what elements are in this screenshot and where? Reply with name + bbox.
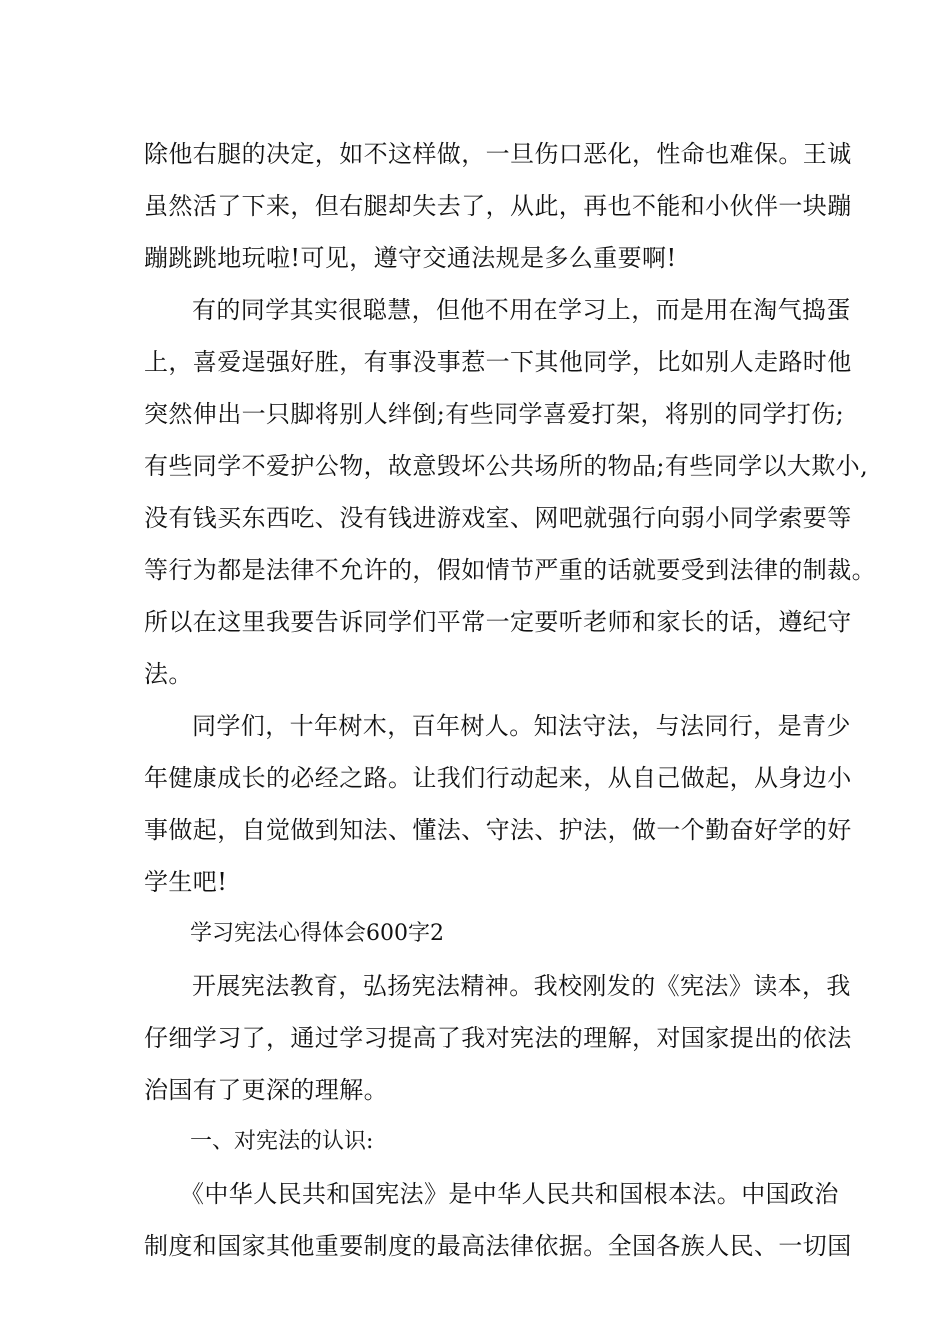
- paragraph-1: [144, 128, 852, 284]
- text-line: 年健康成长的必经之路。让我们行动起来，从自己做起，从身边小: [144, 764, 852, 792]
- text-line: 学生吧!: [144, 868, 228, 896]
- text-line: 仔细学习了，通过学习提高了我对宪法的理解，对国家提出的依法: [144, 1024, 852, 1052]
- text-line: 虽然活了下来，但右腿却失去了，从此，再也不能和小伙伴一块蹦: [144, 192, 852, 220]
- text-line: 蹦跳跳地玩啦!可见，遵守交通法规是多么重要啊!: [144, 244, 677, 272]
- paragraph-3: [144, 700, 852, 908]
- text-line: 除他右腿的决定，如不这样做，一旦伤口恶化，性命也难保。王诚: [144, 140, 852, 168]
- paragraph-2: [144, 284, 876, 700]
- text-line: 开展宪法教育，弘扬宪法精神。我校刚发的《宪法》读本，我: [192, 972, 851, 1000]
- text-line: 等行为都是法律不允许的，假如情节严重的话就要受到法律的制裁。: [144, 556, 876, 584]
- document-body: [144, 128, 876, 1272]
- subsection-heading: 一、对宪法的认识:: [190, 1129, 374, 1154]
- text-line: 法。: [144, 660, 193, 688]
- text-line: 制度和国家其他重要制度的最高法律依据。全国各族人民、一切国: [144, 1232, 852, 1260]
- text-line: 同学们，十年树木，百年树人。知法守法，与法同行，是青少: [192, 712, 851, 740]
- text-line: 上，喜爱逞强好胜，有事没事惹一下其他同学，比如别人走路时他: [144, 348, 852, 376]
- section-heading: 学习宪法心得体会600字2: [190, 921, 444, 946]
- paragraph-4: [144, 960, 852, 1116]
- text-line: 治国有了更深的理解。: [144, 1076, 388, 1104]
- text-line: 没有钱买东西吃、没有钱进游戏室、网吧就强行向弱小同学索要等: [144, 504, 852, 532]
- text-line: 所以在这里我要告诉同学们平常一定要听老师和家长的话，遵纪守: [144, 608, 852, 636]
- text-line: 突然伸出一只脚将别人绊倒;有些同学喜爱打架，将别的同学打伤;: [144, 400, 845, 428]
- text-line: 《中华人民共和国宪法》是中华人民共和国根本法。中国政治: [180, 1180, 839, 1208]
- text-line: 有的同学其实很聪慧，但他不用在学习上，而是用在淘气捣蛋: [192, 296, 851, 324]
- text-line: 有些同学不爱护公物，故意毁坏公共场所的物品;有些同学以大欺小,: [144, 452, 869, 480]
- text-line: 事做起，自觉做到知法、懂法、守法、护法，做一个勤奋好学的好: [144, 816, 852, 844]
- paragraph-5: [144, 1168, 852, 1272]
